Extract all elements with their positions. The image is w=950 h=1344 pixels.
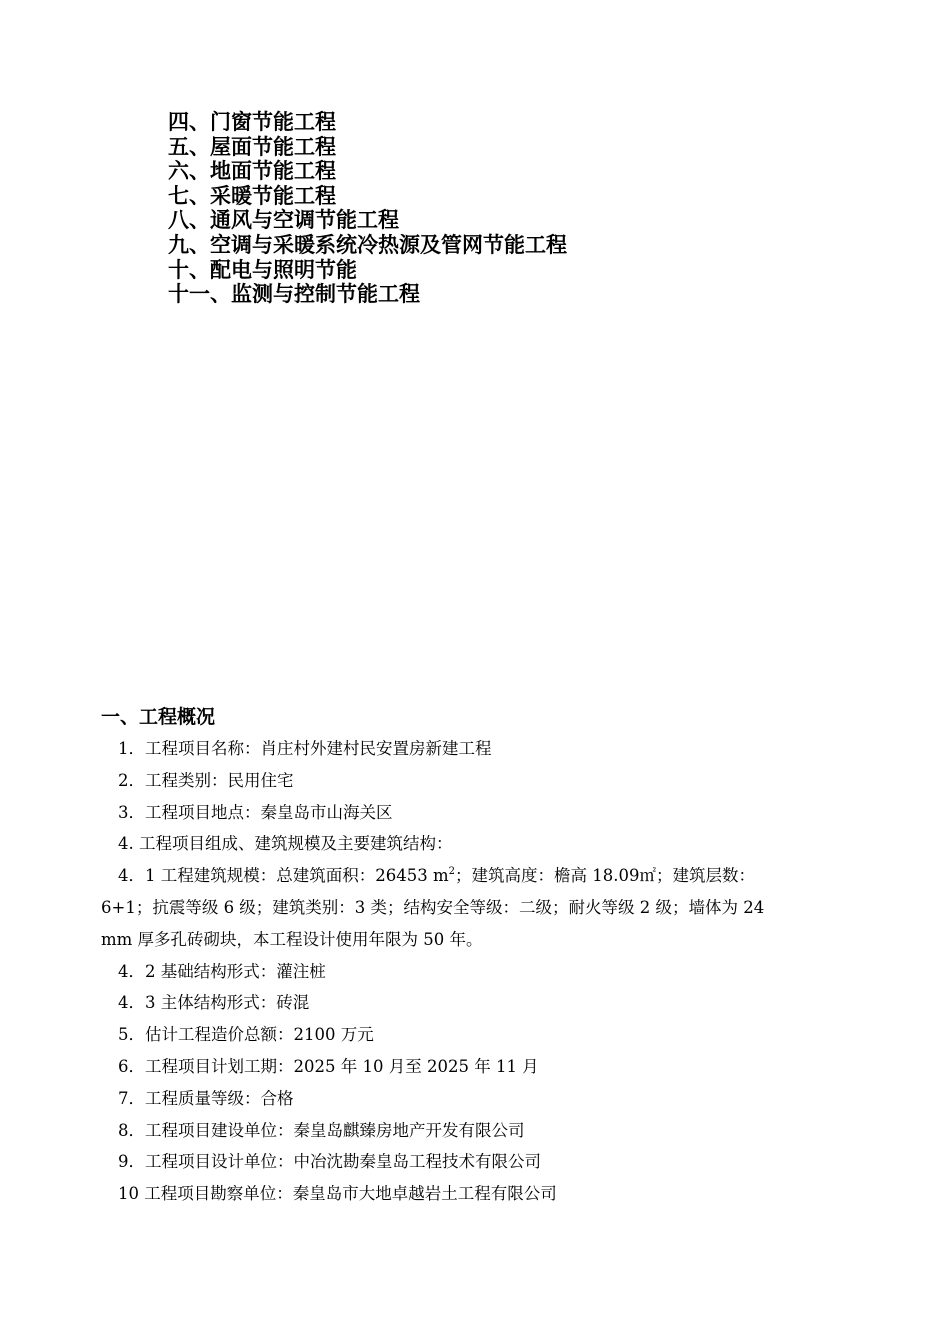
estimated-cost: 5．估计工程造价总额：2100 万元 bbox=[118, 1025, 374, 1045]
toc-item: 七、采暖节能工程 bbox=[168, 183, 336, 208]
toc-item: 八、通风与空调节能工程 bbox=[168, 208, 399, 233]
toc-item: 九、空调与采暖系统冷热源及管网节能工程 bbox=[168, 232, 567, 257]
building-scale-text-a: 4．1 工程建筑规模：总建筑面积：26453 m bbox=[118, 866, 449, 886]
table-of-contents bbox=[168, 110, 868, 307]
toc-item: 十、配电与照明节能 bbox=[168, 257, 357, 282]
survey-unit: 10 工程项目勘察单位：秦皇岛市大地卓越岩土工程有限公司 bbox=[118, 1184, 557, 1204]
planned-schedule: 6．工程项目计划工期：2025 年 10 月至 2025 年 11 月 bbox=[118, 1056, 539, 1076]
building-scale bbox=[101, 860, 841, 955]
superscript-2: 2 bbox=[448, 866, 455, 878]
quality-grade: 7．工程质量等级：合格 bbox=[118, 1088, 294, 1108]
section-heading: 一、工程概况 bbox=[101, 706, 216, 728]
toc-item: 六、地面节能工程 bbox=[168, 159, 336, 184]
construction-unit: 8．工程项目建设单位：秦皇岛麒臻房地产开发有限公司 bbox=[118, 1120, 525, 1140]
building-scale-line-1 bbox=[101, 860, 841, 892]
toc-item: 四、门窗节能工程 bbox=[168, 110, 336, 134]
building-scale-text-b: ；建筑高度：檐高 18.09㎡；建筑层数： bbox=[455, 866, 755, 886]
design-unit: 9．工程项目设计单位：中冶沈勘秦皇岛工程技术有限公司 bbox=[118, 1152, 541, 1172]
toc-item: 五、屋面节能工程 bbox=[168, 134, 336, 159]
project-overview-section bbox=[101, 703, 841, 1210]
project-name: 1．工程项目名称：肖庄村外建村民安置房新建工程 bbox=[118, 739, 492, 758]
project-composition: 4. 工程项目组成、建筑规模及主要建筑结构： bbox=[118, 834, 453, 854]
project-category: 2．工程类别：民用住宅 bbox=[118, 770, 294, 790]
building-scale-line-3: mm 厚多孔砖砌块，本工程设计使用年限为 50 年。 bbox=[101, 929, 483, 949]
toc-item: 十一、监测与控制节能工程 bbox=[168, 282, 420, 307]
main-structure-type: 4．3 主体结构形式：砖混 bbox=[118, 993, 310, 1013]
project-location: 3．工程项目地点：秦皇岛市山海关区 bbox=[118, 802, 393, 822]
foundation-type: 4．2 基础结构形式：灌注桩 bbox=[118, 961, 326, 981]
building-scale-line-2: 6+1；抗震等级 6 级；建筑类别：3 类；结构安全等级：二级；耐火等级 2 级；墙体为 24 bbox=[101, 897, 765, 917]
